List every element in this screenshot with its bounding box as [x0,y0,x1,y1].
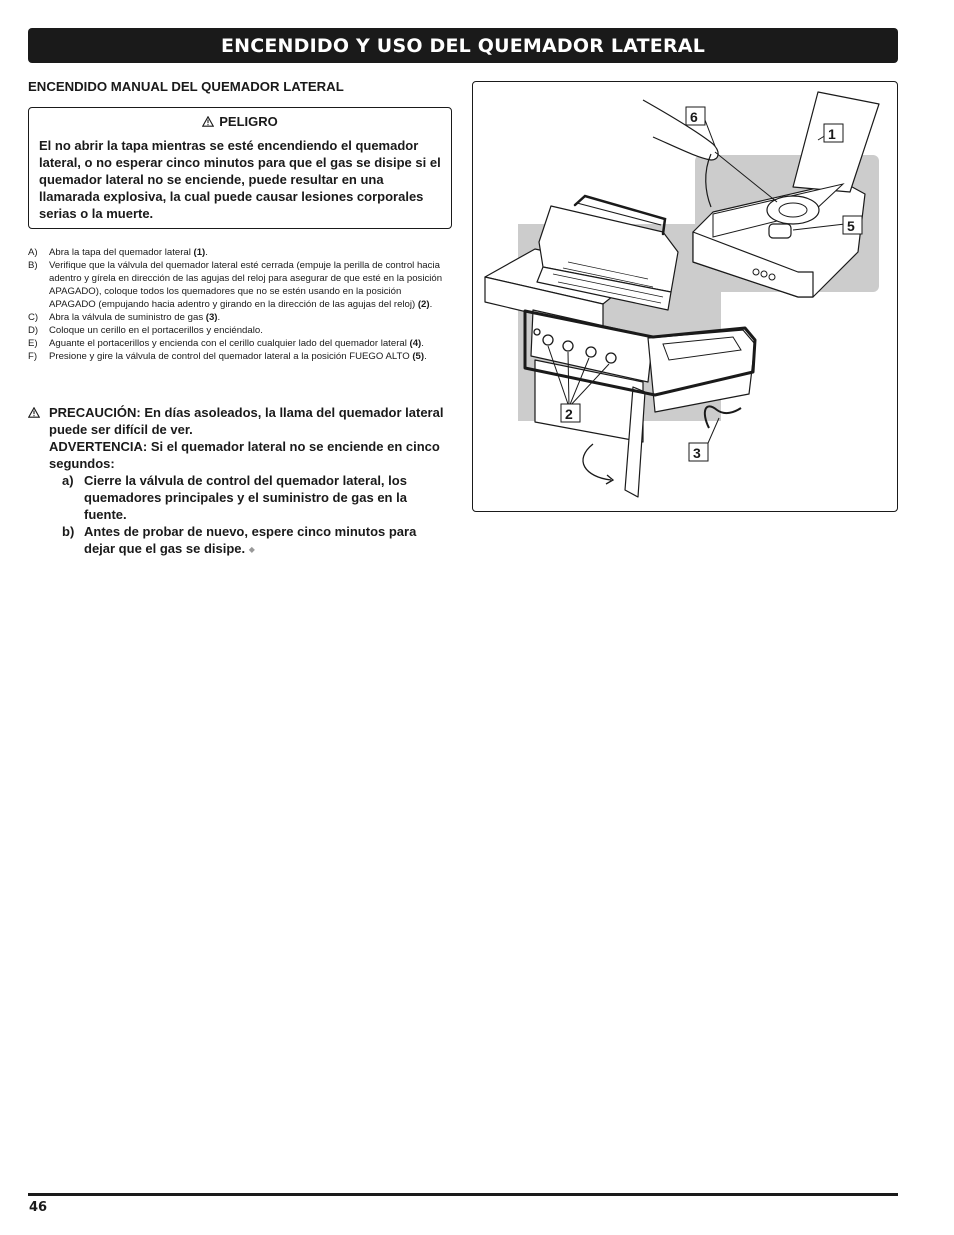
callout-5 [843,216,862,234]
page-title-bar [28,28,898,63]
section-heading: ENCENDIDO MANUAL DEL QUEMADOR LATERAL [28,79,344,94]
precaution-text: PRECAUCIÓN: En días asoleados, la llama del quemador lateral puede ser difícil de ver. [49,405,444,437]
step-text: Presione y gire la válvula de control del quemador lateral a la posición FUEGO ALTO (5). [49,351,427,362]
step-item [28,324,448,337]
step-item [28,350,448,363]
callout-6 [686,107,705,125]
svg-text:1: 1 [828,126,836,142]
warning-item [62,523,448,558]
warning-text: ADVERTENCIA: Si el quemador lateral no se enciende en cinco segundos: [49,439,440,471]
danger-title: PELIGRO [219,114,278,129]
step-letter: E) [28,338,38,349]
warning-item-text: Antes de probar de nuevo, espere cinco minutos para dejar que el gas se disipe. ◆ [84,524,417,556]
callout-2 [561,404,580,422]
warning-triangle-icon [202,116,214,127]
svg-text:2: 2 [565,406,573,422]
caution-row [28,404,448,472]
warning-item-letter: a) [62,473,74,488]
step-letter: A) [28,247,38,258]
danger-title-row [39,114,441,129]
step-text: Coloque un cerillo en el portacerillos y enciéndalo. [49,325,263,336]
step-item [28,259,448,311]
footer-rule [28,1193,898,1196]
callout-1 [824,124,843,142]
page-title: ENCENDIDO Y USO DEL QUEMADOR LATERAL [220,34,706,57]
step-text: Abra la válvula de suministro de gas (3). [49,312,221,323]
warning-item [62,472,448,523]
step-item [28,337,448,350]
warning-item-text: Cierre la válvula de control del quemador lateral, los quemadores principales y el suministro de gas en la fuente. [84,473,407,522]
callout-3 [689,443,708,461]
step-letter: F) [28,351,38,362]
page-number: 46 [29,1200,48,1215]
step-letter: B) [28,260,38,271]
end-diamond-icon: ◆ [248,545,255,555]
svg-text:5: 5 [847,218,855,234]
step-item [28,311,448,324]
step-text: Aguante el portacerillos y encienda con el cerillo cualquier lado del quemador lateral (4). [49,338,424,349]
steps-list [28,246,448,363]
danger-text: El no abrir la tapa mientras se esté encendiendo el quemador lateral, o no esperar cinco minutos para que el gas se disipe si el quemador lateral no se enciende, puede resultar en una llamarada explosiva, la cual puede causar lesiones corporales serias o la muerte. [39,138,441,221]
warning-triangle-icon [28,407,40,418]
step-text: Verifique que la válvula del quemador lateral esté cerrada (empuje la perilla de control hacia adentro y gírela en dirección de las agujas del reloj para asegurar de que esté en la posición APAGADO), coloque todos los quemadores que no se estén usando en la posición APAGADO (empujando hacia adentro y girando en la dirección de las agujas del reloj) (2). [49,260,443,310]
grill-illustration-box [472,81,898,512]
step-text: Abra la tapa del quemador lateral (1). [49,247,208,258]
warning-item-letter: b) [62,524,75,539]
step-item [28,246,448,259]
caution-block [28,404,448,558]
grill-illustration [473,82,897,511]
step-letter: C) [28,312,39,323]
svg-text:6: 6 [690,109,698,125]
danger-box [28,107,452,229]
step-letter: D) [28,325,39,336]
svg-text:3: 3 [693,445,701,461]
